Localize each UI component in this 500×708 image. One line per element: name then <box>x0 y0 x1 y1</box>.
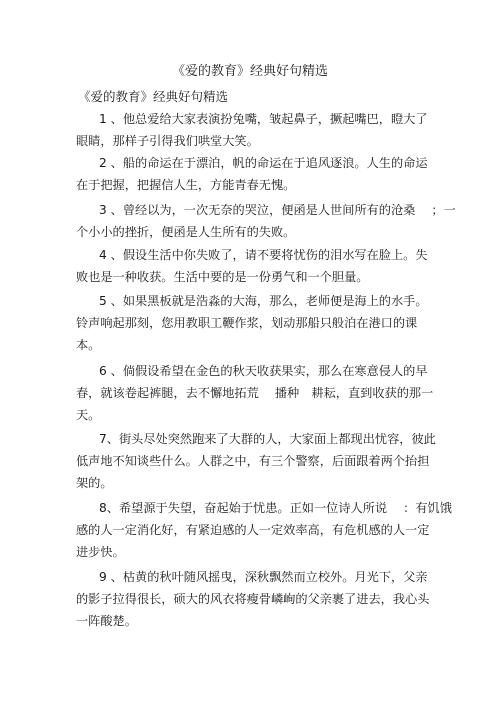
paragraph-line: 进步快。 <box>76 545 125 559</box>
paragraph-9 <box>76 566 429 632</box>
paragraph-line: 在于把握，把握信人生，方能青春无愧。 <box>76 178 296 192</box>
paragraph-line: 低声地不知谈些什么。人群之中，有三个警察，后面跟着两个抬担 <box>76 454 430 468</box>
paragraph-line: 架的。 <box>76 476 113 490</box>
paragraph-line: 天。 <box>76 408 101 422</box>
paragraph-1 <box>76 108 428 152</box>
paragraph-line: 败也是一种收获。生活中要的是一份勇气和一个胆量。 <box>76 270 369 284</box>
paragraph-line: 感的人一定消化好，有紧迫感的人一定效率高，有危机感的人一定 <box>76 523 430 537</box>
paragraph-line: 铃声响起那刻，您用教职工鞭作浆，划动那船只般泊在港口的课 <box>76 316 418 330</box>
paragraph-line: 9 、枯黄的秋叶随风摇曳，深秋飘然而立校外。月光下，父亲 <box>99 570 428 584</box>
paragraph-line: 3 、曾经以为，一次无奈的哭泣，便函是人世间所有的沧桑 ；一 <box>99 203 456 217</box>
paragraph-line: 春，就该卷起裤腿，去不懈地拓荒 播种 耕耘，直到收获的那一 <box>76 386 434 400</box>
paragraph-8 <box>76 497 452 563</box>
paragraph-line: 眼睛，那样子引得我们哄堂大笑。 <box>76 134 259 148</box>
paragraph-line: 4 、假设生活中你失败了，请不要将忧伤的泪水写在脸上。失 <box>99 248 428 262</box>
paragraph-line: 7、街头尽处突然跑来了大群的人，大家面上都现出忧容，彼此 <box>99 432 436 446</box>
paragraph-line: 个小小的挫折，便函是人生所有的失败。 <box>76 225 296 239</box>
paragraph-6 <box>76 360 433 426</box>
paragraph-5 <box>76 290 428 356</box>
paragraph-line: 5 、如果黑板就是浩淼的大海，那么，老师便是海上的水手。 <box>99 294 428 308</box>
paragraph-7 <box>76 428 436 494</box>
paragraph-line: 2 、船的命运在于漂泊，帆的命运在于追风逐浪。人生的命运 <box>99 156 428 170</box>
document-subtitle: 《爱的教育》经典好句精选 <box>78 89 229 104</box>
paragraph-line: 本。 <box>76 338 101 352</box>
paragraph-line: 6 、倘假设希望在金色的秋天收获果实，那么在寒意侵人的早 <box>99 364 428 378</box>
paragraph-4 <box>76 244 428 288</box>
document-title: 《爱的教育》经典好句精选 <box>171 64 328 79</box>
paragraph-line: 8、希望源于失望，奋起始于忧患。正如一位诗人所说 ：有饥饿 <box>99 501 452 515</box>
paragraph-line: 1 、他总爱给大家表演扮兔嘴，皱起鼻子，撅起嘴巴，瞪大了 <box>99 112 428 126</box>
paragraph-line: 的影子拉得很长，硕大的风衣将瘦骨嶙峋的父亲裹了进去，我心头 <box>76 592 430 606</box>
paragraph-2 <box>76 152 428 196</box>
paragraph-3 <box>76 199 456 243</box>
paragraph-line: 一阵酸楚。 <box>76 614 137 628</box>
